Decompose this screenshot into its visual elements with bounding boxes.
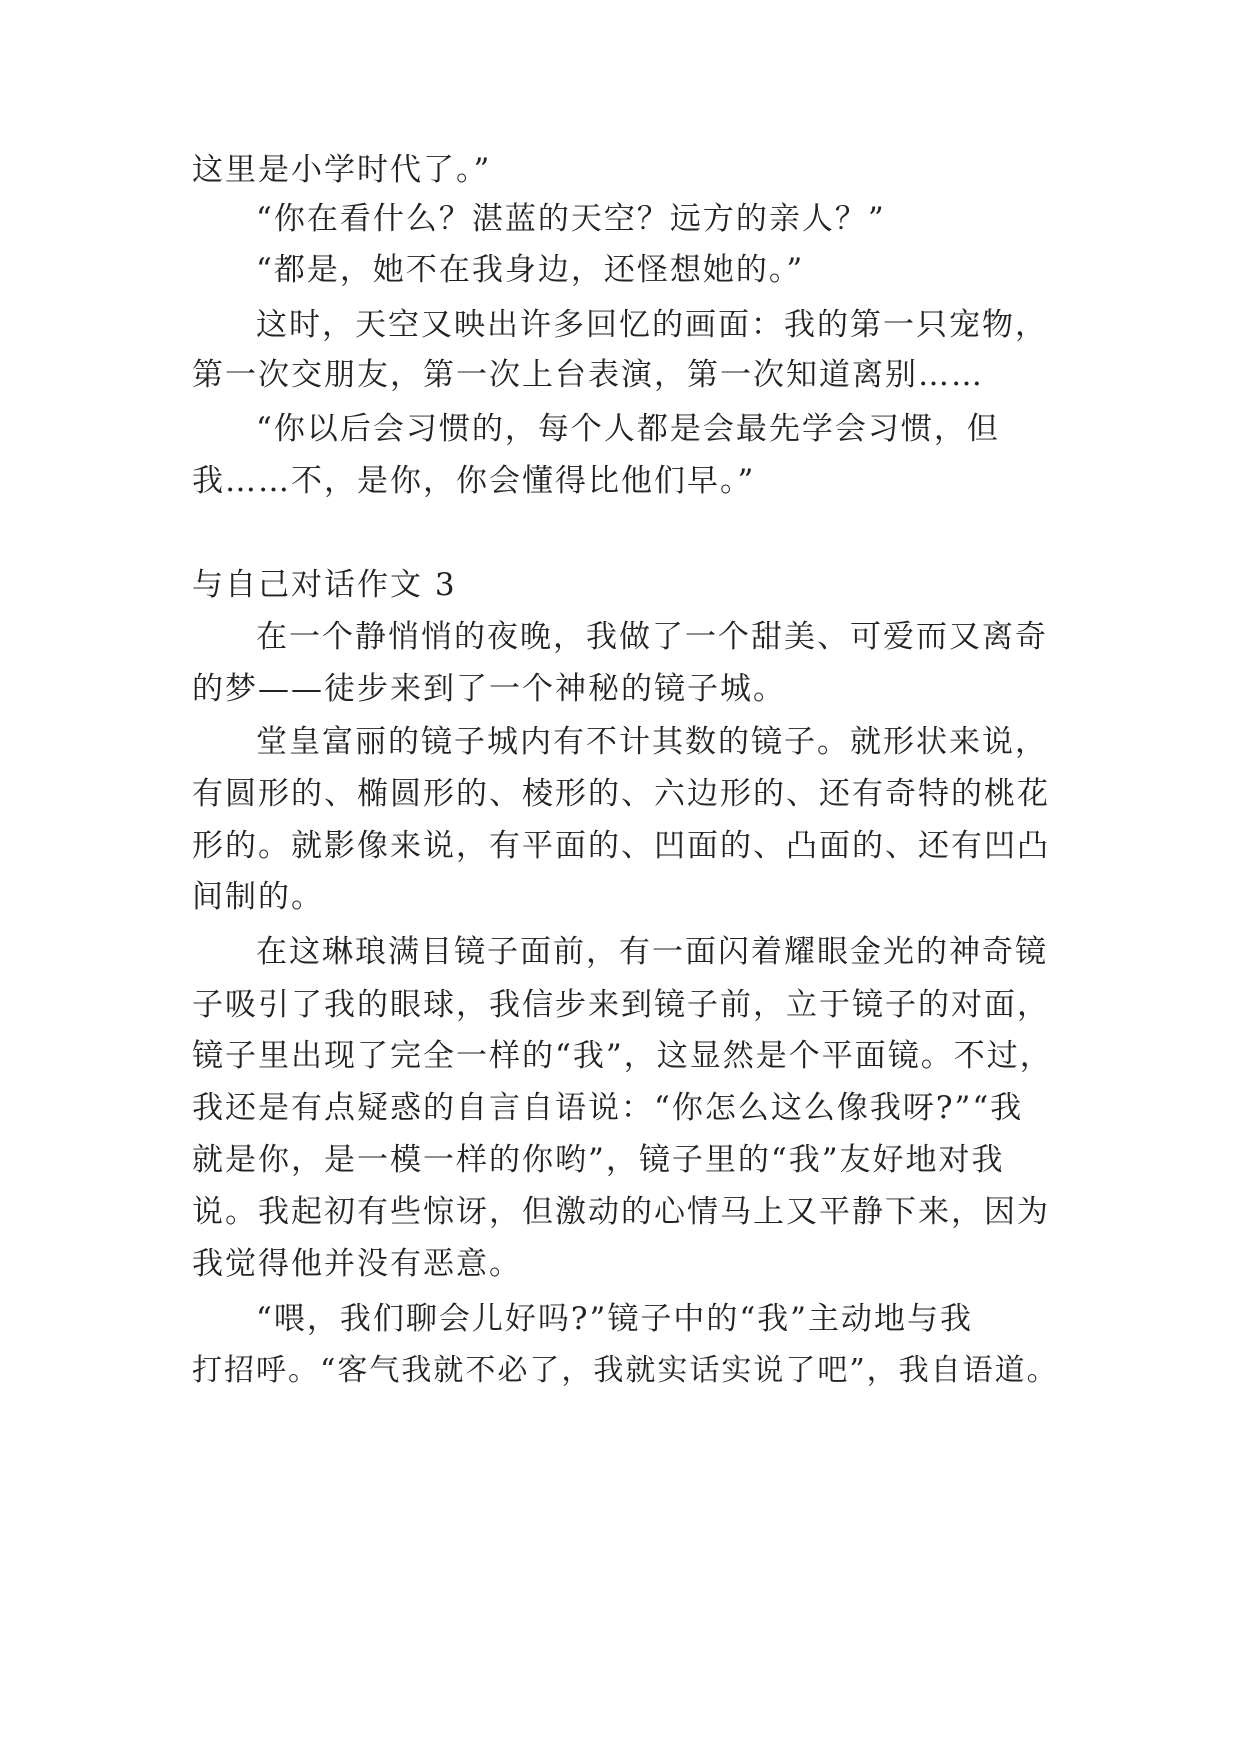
text-line: 堂皇富丽的镜子城内有不计其数的镜子。就形状来说，	[256, 724, 1048, 760]
text-line: “你在看什么？湛蓝的天空？远方的亲人？”	[256, 201, 886, 237]
section-heading: 与自己对话作文 3	[192, 567, 457, 603]
text-line: “你以后会习惯的，每个人都是会最先学会习惯，但	[256, 411, 1000, 447]
text-line: “喂，我们聊会儿好吗?”镜子中的“我”主动地与我	[256, 1301, 974, 1337]
text-line: 我觉得他并没有恶意。	[192, 1246, 522, 1282]
text-line: 子吸引了我的眼球，我信步来到镜子前，立于镜子的对面，	[192, 987, 1050, 1023]
text-line: 打招呼。“客气我就不必了，我就实话实说了吧”，我自语道。	[192, 1353, 1059, 1388]
text-line: 说。我起初有些惊讶，但激动的心情马上又平静下来，因为	[192, 1194, 1050, 1230]
text-line: “都是，她不在我身边，还怪想她的。”	[256, 252, 805, 288]
text-line: 就是你，是一模一样的你哟”，镜子里的“我”友好地对我	[192, 1142, 1005, 1178]
text-line: 有圆形的、椭圆形的、棱形的、六边形的、还有奇特的桃花	[192, 776, 1050, 812]
text-line: 这里是小学时代了。”	[192, 152, 492, 188]
text-line: 我……不，是你，你会懂得比他们早。”	[192, 463, 756, 499]
text-line: 在这琳琅满目镜子面前，有一面闪着耀眼金光的神奇镜	[256, 934, 1048, 970]
text-line: 第一次交朋友，第一次上台表演，第一次知道离别……	[192, 357, 984, 393]
text-line: 间制的。	[192, 879, 324, 915]
text-line: 这时，天空又映出许多回忆的画面：我的第一只宠物，	[256, 307, 1048, 343]
text-line: 我还是有点疑惑的自言自语说：“你怎么这么像我呀?”“我	[192, 1090, 1024, 1126]
text-line: 在一个静悄悄的夜晚，我做了一个甜美、可爱而又离奇	[256, 619, 1048, 655]
text-line: 形的。就影像来说，有平面的、凹面的、凸面的、还有凹凸	[192, 828, 1050, 864]
text-line: 镜子里出现了完全一样的“我”，这显然是个平面镜。不过，	[192, 1038, 1053, 1074]
text-line: 的梦——徒步来到了一个神秘的镜子城。	[192, 671, 786, 707]
